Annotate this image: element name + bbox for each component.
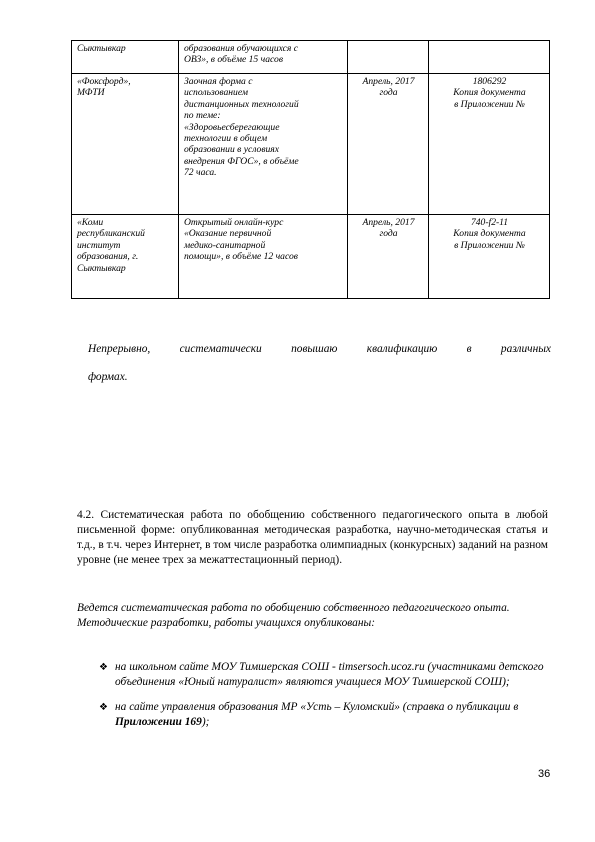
cell-organization: Сыктывкар [72,41,179,74]
cell-organization: «Фоксфорд», МФТИ [72,74,179,215]
cell-date: Апрель, 2017 года [348,74,429,215]
table-row [72,215,550,299]
qualification-paragraph: Непрерывно, систематически повышаю квалификацию в различных формах. [88,343,551,383]
cell-topic: Заочная форма с использованием дистанционных технологий по теме: «Здоровьесберегающие технологии в общем образовании в условиях внедрения ФГОС», в объёме 72 часа. [179,74,348,215]
cell-date: Апрель, 2017 года [348,215,429,299]
qualification-table [71,40,550,299]
cell-organization: «Коми республиканский институт образования, г. Сыктывкар [72,215,179,299]
cell-document: 740-f2-11 Копия документа в Приложении № [429,215,550,299]
cell-date [348,41,429,74]
table-row [72,41,550,74]
cell-document: 1806292 Копия документа в Приложении № [429,74,550,215]
diamond-bullet-icon: ❖ [99,662,108,673]
cell-topic: Открытый онлайн-курс «Оказание первичной медико-санитарной помощи», в объёме 12 часов [179,215,348,299]
diamond-bullet-icon: ❖ [99,702,108,713]
section-4-2-heading-paragraph: 4.2. Систематическая работа по обобщению собственного педагогического опыта в любой письменной форме: опубликованная методическая разработка, научно-методическая статья и т.д., в т.ч. через Интернет, в том числе разработка олимпиадных (конкурсных) заданий на разном уровне (не менее трех за межаттестационный период). [77,509,548,566]
table-row [72,74,550,215]
list-item: ❖ на школьном сайте МОУ Тимшерская СОШ - timsersoch.ucoz.ru (участниками детского объединения «Юный натуралист» являются учащиеся МОУ Тимшерской СОШ); [99,661,544,688]
publication-list [99,660,549,740]
cell-topic: образования обучающихся с ОВЗ», в объёме 15 часов [179,41,348,74]
list-item: ❖ на сайте управления образования МР «Усть – Куломский» (справка о публикации в Приложении 169); [99,701,519,728]
cell-document [429,41,550,74]
page-number: 36 [538,768,551,780]
publication-intro-paragraph: Ведется систематическая работа по обобщению собственного педагогического опыта. Методические разработки, работы учащихся опубликованы: [77,602,510,629]
appendix-reference: Приложении 169 [115,716,202,728]
